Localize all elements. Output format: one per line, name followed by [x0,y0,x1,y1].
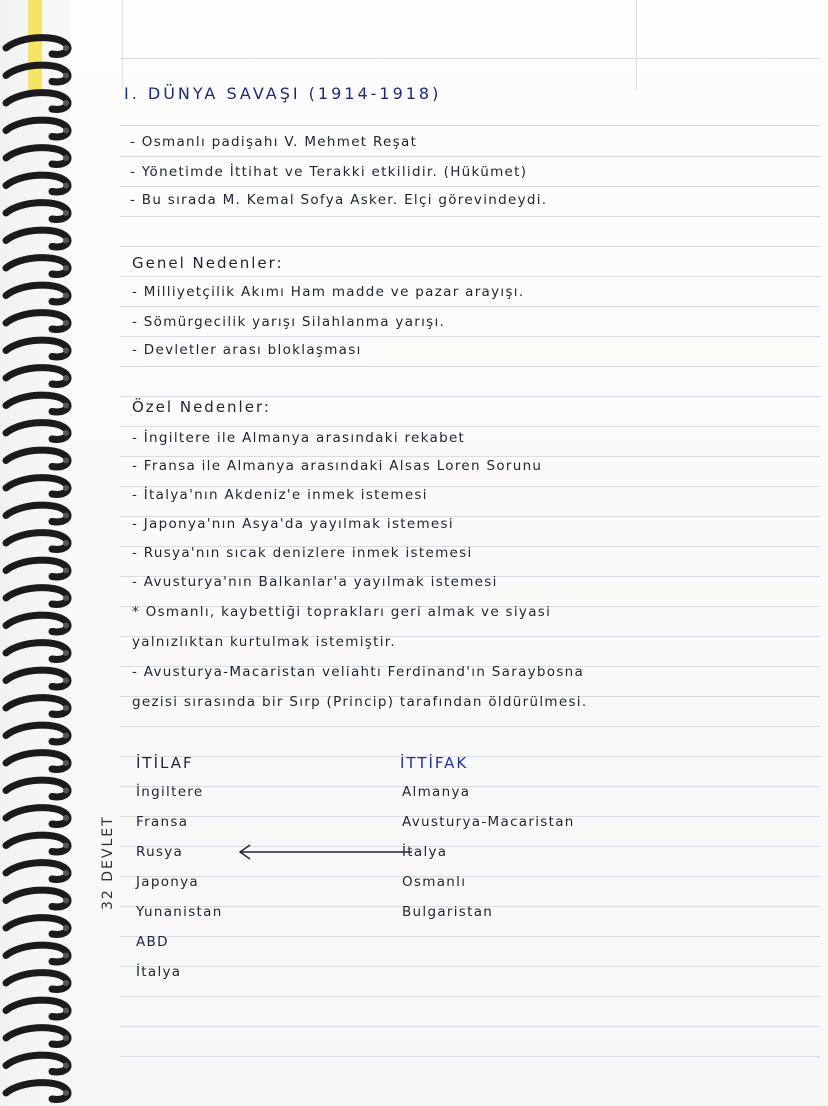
binding-hole [63,953,69,959]
special-cause-item: - İtalya'nın Akdeniz'e inmek istemesi [132,487,428,503]
special-cause-item: - Avusturya-Macaristan veliahtı Ferdinand'ın Saraybosna [132,664,585,680]
binding-hole [63,293,69,299]
binding-hole [63,733,69,739]
spiral-ring [6,1028,68,1045]
ittifak-member: Osmanlı [402,874,467,890]
binding-hole [63,815,69,821]
spiral-ring [6,148,68,165]
spiral-ring [6,835,68,852]
binding-hole [63,128,69,134]
binding-hole [63,870,69,876]
spiral-ring [6,753,68,770]
general-causes-heading: Genel Nedenler: [132,254,284,272]
special-causes-heading: Özel Nedenler: [132,398,271,416]
spiral-ring [6,945,68,962]
spiral-ring [6,450,68,467]
binding-hole [63,45,69,51]
ittifak-member: Bulgaristan [402,904,494,920]
spiral-ring [6,643,68,660]
general-cause-item: - Milliyetçilik Akımı Ham madde ve pazar arayışı. [132,284,525,300]
intro-line: - Osmanlı padişahı V. Mehmet Reşat [130,134,418,150]
binding-hole [63,183,69,189]
binding-hole [63,623,69,629]
spiral-ring [6,175,68,192]
itilaf-member: Japonya [136,874,200,890]
binding-hole [63,980,69,986]
spiral-ring [6,505,68,522]
spiral-ring [6,918,68,935]
spiral-ring [6,65,68,82]
binding-hole [63,100,69,106]
itilaf-member: Rusya [136,844,184,860]
spiral-ring [6,973,68,990]
spiral-ring [6,230,68,247]
spiral-ring [6,1055,68,1072]
spiral-ring [6,615,68,632]
binding-hole [63,1090,69,1096]
binding-hole [63,1063,69,1069]
general-cause-item: - Sömürgecilik yarışı Silahlanma yarışı. [132,314,446,330]
itilaf-heading: İTİLAF [136,754,194,772]
itilaf-member: ABD [136,934,169,950]
special-cause-item: * Osmanlı, kaybettiği toprakları geri almak ve siyasi [132,604,552,620]
itilaf-member: Fransa [136,814,189,830]
special-cause-item: gezisi sırasında bir Sırp (Princip) tarafından öldürülmesi. [132,694,588,710]
binding-hole [63,403,69,409]
special-cause-item: - İngiltere ile Almanya arasındaki rekabet [132,430,466,446]
spiral-ring [6,423,68,440]
binding-hole [63,375,69,381]
spiral-ring [6,478,68,495]
itilaf-member: İngiltere [136,784,204,800]
spiral-ring [6,285,68,302]
special-cause-item: - Avusturya'nın Balkanlar'a yayılmak istemesi [132,574,498,590]
spiral-ring [6,258,68,275]
binding-hole [63,430,69,436]
spiral-ring [6,120,68,137]
spiral-ring [6,340,68,357]
top-margin-line-right [636,0,637,90]
itilaf-member: Yunanistan [136,904,223,920]
binding-hole [63,210,69,216]
spiral-ring [6,725,68,742]
special-cause-item: yalnızlıktan kurtulmak istemiştir. [132,634,396,650]
binding-hole [63,265,69,271]
binding-hole [63,788,69,794]
spiral-ring [6,368,68,385]
binding-hole [63,238,69,244]
spiral-ring [6,1083,68,1100]
special-cause-item: - Fransa ile Almanya arasındaki Alsas Loren Sorunu [132,458,543,474]
binding-hole [63,320,69,326]
ittifak-member: Almanya [402,784,471,800]
margin-note: 32 DEVLET [100,815,116,910]
spiral-ring [6,588,68,605]
spiral-ring [6,560,68,577]
binding-hole [63,595,69,601]
spiral-ring [6,670,68,687]
ittifak-member: İtalya [402,844,448,860]
binding-hole [63,898,69,904]
spiral-ring [6,808,68,825]
binding-hole [63,568,69,574]
binding-hole [63,485,69,491]
binding-hole [63,458,69,464]
ittifak-heading: İTTİFAK [400,754,469,772]
spiral-ring [6,203,68,220]
intro-line: - Bu sırada M. Kemal Sofya Asker. Elçi görevindeydi. [130,192,548,208]
binding-hole [63,540,69,546]
ittifak-member: Avusturya-Macaristan [402,814,575,830]
binding-hole [63,705,69,711]
general-cause-item: - Devletler arası bloklaşması [132,342,362,358]
binding-hole [63,678,69,684]
spiral-ring [6,863,68,880]
page-title: I. DÜNYA SAVAŞI (1914-1918) [124,84,442,103]
special-cause-item: - Japonya'nın Asya'da yayılmak istemesi [132,516,454,532]
spiral-ring [6,395,68,412]
spiral-ring [6,1000,68,1017]
spiral-ring [6,93,68,110]
top-margin-line-left [122,0,123,90]
spiral-ring [6,533,68,550]
spiral-binding [0,0,80,1106]
binding-hole [63,760,69,766]
binding-hole [63,73,69,79]
special-cause-item: - Rusya'nın sıcak denizlere inmek istemesi [132,545,473,561]
binding-hole [63,155,69,161]
binding-hole [63,650,69,656]
binding-hole [63,348,69,354]
spiral-ring [6,698,68,715]
spiral-ring [6,38,68,55]
intro-line: - Yönetimde İttihat ve Terakki etkilidir. (Hükümet) [130,164,528,180]
binding-hole [63,513,69,519]
binding-hole [63,1008,69,1014]
binding-hole [63,925,69,931]
spiral-ring [6,780,68,797]
binding-hole [63,1035,69,1041]
itilaf-member: İtalya [136,964,182,980]
left-arrow-icon [236,842,416,862]
spiral-ring [6,313,68,330]
spiral-ring [6,890,68,907]
binding-hole [63,843,69,849]
